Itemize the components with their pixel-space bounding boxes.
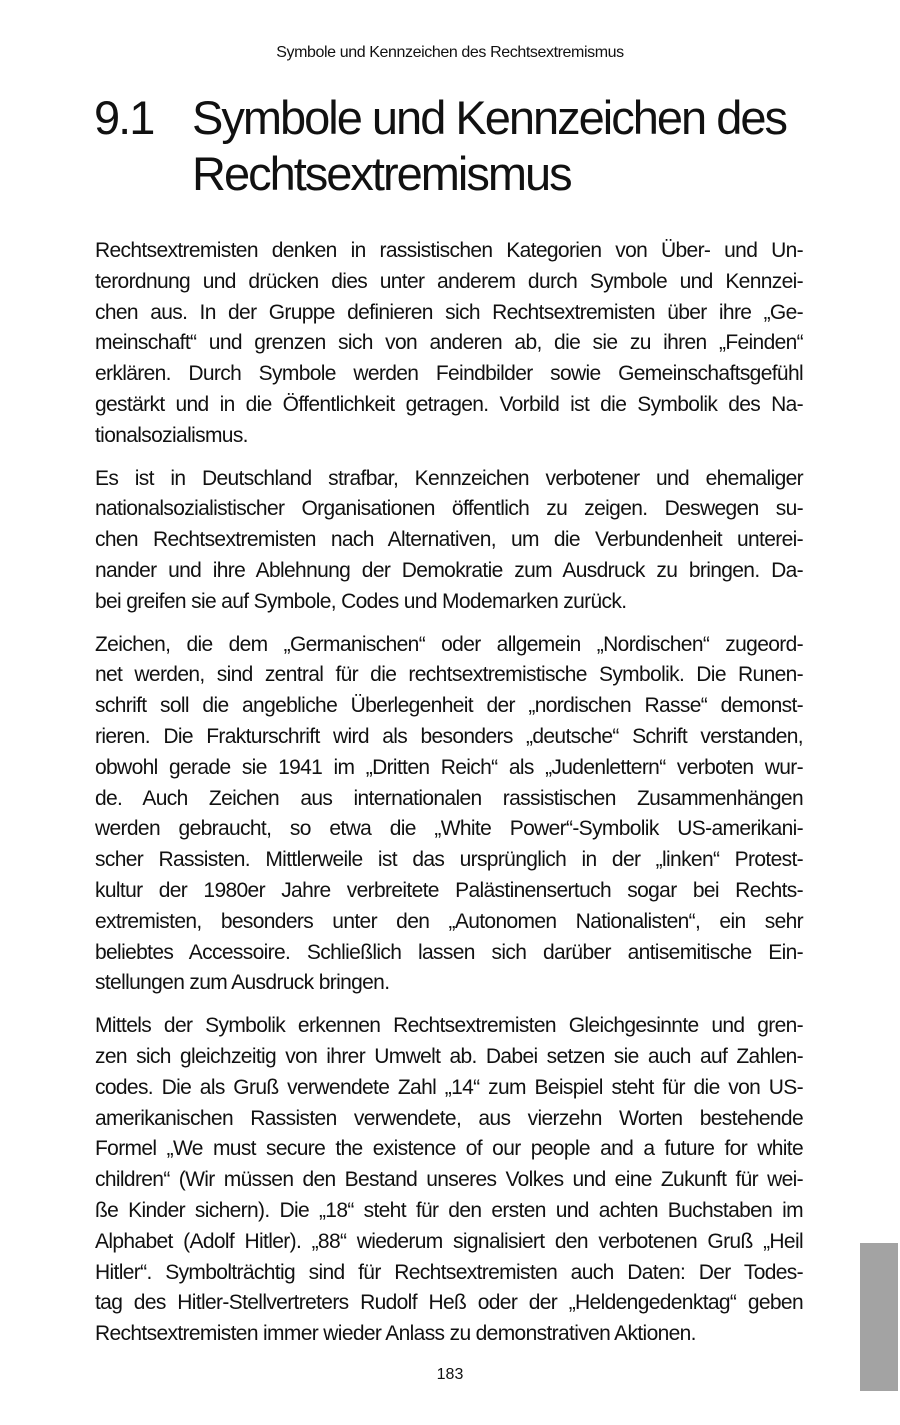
text-line: Zeichen, die dem „Germanischen“ oder allgemein „Nordischen“ zugeord- [95, 632, 803, 656]
running-head: Symbole und Kennzeichen des Rechtsextremismus [276, 44, 624, 61]
text-line: kultur der 1980er Jahre verbreitete Palästinensertuch sogar bei Rechts- [95, 878, 803, 902]
text-line: Alphabet (Adolf Hitler). „88“ wiederum signalisiert den verbotenen Gruß „Heil [95, 1229, 803, 1253]
text-line: net werden, sind zentral für die rechtsextremistische Symbolik. Die Runen- [95, 663, 803, 687]
text-line: Es ist in Deutschland strafbar, Kennzeichen verbotener und ehemaliger [95, 466, 803, 490]
text-line: werden gebraucht, so etwa die „White Power“-Symbolik US-amerikani- [95, 817, 803, 841]
paragraph [95, 1011, 803, 1350]
text-line: nander und ihre Ablehnung der Demokratie zum Ausdruck zu bringen. Da- [95, 558, 803, 582]
text-line: Hitler“. Symbolträchtig sind für Rechtsextremisten auch Daten: Der Todes- [95, 1260, 803, 1284]
text-line: codes. Die als Gruß verwendete Zahl „14“ zum Beispiel steht für die von US- [95, 1075, 803, 1099]
text-line: erklären. Durch Symbole werden Feindbilder sowie Gemeinschaftsgefühl [95, 362, 803, 386]
paragraph [95, 464, 803, 618]
text-line: rieren. Die Frakturschrift wird als besonders „deutsche“ Schrift verstanden, [95, 724, 803, 748]
text-line: gestärkt und in die Öffentlichkeit getragen. Vorbild ist die Symbolik des Na- [95, 392, 803, 416]
text-line: nationalsozialistischer Organisationen öffentlich zu zeigen. Deswegen su- [95, 497, 803, 521]
text-line: amerikanischen Rassisten verwendete, aus vierzehn Worten bestehende [95, 1106, 803, 1130]
text-line: de. Auch Zeichen aus internationalen rassistischen Zusammenhängen [95, 786, 803, 810]
text-line: children“ (Wir müssen den Bestand unseres Volkes und eine Zukunft für wei- [95, 1168, 803, 1192]
section-title [192, 90, 786, 202]
text-line: beliebtes Accessoire. Schließlich lassen sich darüber antisemitische Ein- [95, 940, 803, 964]
text-line: meinschaft“ und grenzen sich von anderen ab, die sie zu ihren „Feinden“ [95, 331, 803, 355]
text-line: Rechtsextremisten denken in rassistischen Kategorien von Über- und Un- [95, 239, 803, 262]
text-line: tionalsozialismus. [95, 423, 248, 447]
text-line: extremisten, besonders unter den „Autonomen Nationalisten“, ein sehr [95, 909, 803, 933]
section-title-line: Symbole und Kennzeichen des [192, 91, 786, 144]
text-line: stellungen zum Ausdruck bringen. [95, 971, 390, 995]
paragraph [95, 236, 803, 452]
text-line: Formel „We must secure the existence of our people and a future for white [95, 1137, 803, 1161]
text-line: Mittels der Symbolik erkennen Rechtsextremisten Gleichgesinnte und gren- [95, 1014, 803, 1038]
chapter-thumb-tab [860, 1243, 898, 1391]
text-line: tag des Hitler-Stellvertreters Rudolf Heß oder der „Heldengedenktag“ geben [95, 1291, 803, 1315]
text-line: chen Rechtsextremisten nach Alternativen, um die Verbundenheit unterei- [95, 528, 803, 552]
text-line: bei greifen sie auf Symbole, Codes und Modemarken zurück. [95, 589, 627, 613]
page-number: 183 [436, 1366, 464, 1383]
text-line: Rechtsextremisten immer wieder Anlass zu demonstrativen Aktionen. [95, 1322, 696, 1346]
text-line: chen aus. In der Gruppe definieren sich Rechtsextremisten über ihre „Ge- [95, 300, 803, 324]
text-line: obwohl gerade sie 1941 im „Dritten Reich“ als „Judenlettern“ verboten wur- [95, 755, 803, 779]
section-title-line: Rechtsextremismus [192, 147, 571, 200]
text-line: terordnung und drücken dies unter anderem durch Symbole und Kennzei- [95, 269, 803, 293]
text-line: scher Rassisten. Mittlerweile ist das ursprünglich in der „linken“ Protest- [95, 848, 803, 872]
text-line: ße Kinder sichern). Die „18“ steht für den ersten und achten Buchstaben im [95, 1198, 803, 1222]
paragraph [95, 630, 803, 1000]
section-number: 9.1 [94, 91, 154, 144]
text-line: schrift soll die angebliche Überlegenheit der „nordischen Rasse“ demonst- [95, 694, 803, 718]
body-text [95, 236, 803, 1362]
text-line: zen sich gleichzeitig von ihrer Umwelt ab. Dabei setzen sie auch auf Zahlen- [95, 1044, 803, 1068]
